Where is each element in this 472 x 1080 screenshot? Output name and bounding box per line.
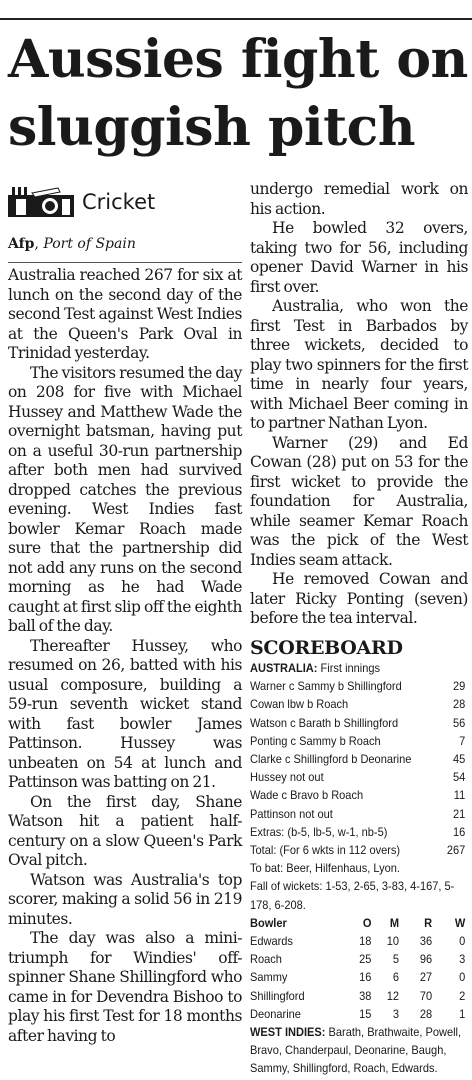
opponent-squad: [250, 1023, 465, 1078]
opponent-team: WEST INDIES:: [250, 1025, 326, 1040]
overs: 38: [359, 988, 372, 1003]
overs: 25: [359, 952, 372, 967]
section-tag: [8, 186, 242, 218]
batsman: Wade c Bravo b Roach: [250, 788, 364, 803]
opponent-players: Barath, Brathwaite, Powell, Bravo, Chanderpaul, Deonarine, Baugh, Sammy, Shillingford, Roach, Edwards.: [250, 1025, 462, 1076]
maidens: 10: [386, 934, 400, 949]
paragraph: Australia reached 267 for six at lunch on the second day of the second Test against West Indies at the Queen's Park Oval in Trinidad yesterday.: [8, 266, 242, 362]
top-rule: [0, 18, 472, 20]
bowling-row: [250, 987, 465, 1005]
bowling-row: [250, 932, 465, 950]
bowler: Deonarine: [250, 1006, 301, 1021]
batsman: Warner c Sammy b Shillingford: [250, 679, 402, 694]
batting-row: [250, 732, 465, 750]
runs: 56: [452, 715, 466, 730]
runs-conceded: 28: [419, 1006, 433, 1021]
article-column-2: [250, 180, 468, 629]
runs: 45: [452, 752, 466, 767]
bowling-header: [250, 914, 465, 932]
runs: 11: [453, 788, 466, 803]
paragraph: Australia, who won the first Test in Barbados by three wickets, decided to play two spinners for the first time in nearly four years, with Michael Beer coming in to partner Nathan Lyon.: [250, 297, 468, 432]
overs-header: O: [362, 915, 372, 930]
column-rule: [8, 262, 242, 263]
total-label: Total: (For 6 wkts in 112 overs): [250, 843, 401, 858]
wickets: 0: [459, 970, 466, 985]
cricket-bat-ball-icon: [8, 187, 76, 217]
batsman: Hussey not out: [250, 770, 324, 785]
batting-row: [250, 695, 465, 713]
wickets: 2: [459, 988, 466, 1003]
scoreboard-title: SCOREBOARD: [250, 637, 403, 659]
overs: 18: [359, 934, 372, 949]
maidens: 12: [386, 988, 400, 1003]
paragraph: Warner (29) and Ed Cowan (28) put on 53 for the first wicket to provide the foundation for Australia, while seamer Kemar Roach was the pick of the West Indies seam attack.: [250, 433, 468, 569]
batting-row: [250, 805, 465, 823]
maidens: 6: [392, 970, 400, 985]
runs-conceded: 70: [419, 988, 433, 1003]
batsman: Clarke c Shillingford b Deonarine: [250, 752, 412, 767]
dateline: Afp, Port of Spain: [8, 236, 136, 252]
paragraph: He bowled 32 overs, taking two for 56, including opener David Warner in his first over.: [250, 219, 468, 296]
innings-label: First innings: [320, 661, 381, 675]
wickets-header: W: [454, 915, 466, 930]
batting-row: [250, 786, 465, 804]
innings-team: AUSTRALIA:: [250, 661, 318, 675]
runs-header: R: [424, 915, 433, 930]
runs: 28: [452, 697, 466, 712]
runs-conceded: 27: [419, 970, 433, 985]
dateline-place: Port of Spain: [43, 236, 136, 252]
paragraph: The visitors resumed the day on 208 for five with Michael Hussey and Matthew Wade the overnight batsman, having put on a useful 30-run partnership after both men had survived dropped catches the previous evening. West Indies fast bowler Kemar Roach made sure that the partnership did not add any runs on the second morning as he had Wade caught at first slip off the eighth ball of the day.: [8, 363, 242, 635]
article-column-1: [8, 266, 242, 1046]
runs-conceded: 96: [419, 952, 433, 967]
overs: 16: [359, 970, 372, 985]
paragraph: undergo remedial work on his action.: [250, 180, 468, 218]
bowler: Shillingford: [250, 988, 305, 1003]
paragraph: The day was also a mini-triumph for Windies' off-spinner Shane Shillingford who came in for Devendra Bishoo to play his first Test for 18 months after having to: [8, 929, 242, 1045]
dateline-agency: Afp: [8, 236, 35, 252]
fall-of-wickets: Fall of wickets: 1-53, 2-65, 3-83, 4-167, 5-178, 6-208.: [250, 879, 455, 912]
batting-row: [250, 714, 465, 732]
overs: 15: [359, 1006, 372, 1021]
wickets: 0: [459, 934, 466, 949]
maidens: 5: [392, 952, 400, 967]
bowler-header: Bowler: [250, 915, 287, 930]
batsman: Watson c Barath b Shillingford: [250, 715, 399, 730]
paragraph: Thereafter Hussey, who resumed on 26, batted with his usual composure, building a 59-run seventh wicket stand with fast bowler James Pattinson. Hussey was unbeaten on 54 at lunch and Pattinson was batting on 21.: [8, 636, 242, 791]
batting-row: [250, 750, 465, 768]
runs: 267: [446, 843, 466, 858]
wickets: 3: [459, 952, 466, 967]
maidens: 3: [392, 1006, 400, 1021]
section-label: Cricket: [82, 190, 156, 214]
paragraph: On the first day, Shane Watson hit a patient half-century on a slow Queen's Park Oval pitch.: [8, 792, 242, 869]
headline: Aussies fight on sluggish pitch: [8, 29, 468, 158]
batsman: Cowan lbw b Roach: [250, 697, 349, 712]
to-bat: To bat: Beer, Hilfenhaus, Lyon.: [250, 861, 400, 876]
scoreboard: [250, 637, 466, 1078]
batsman: Pattinson not out: [250, 806, 333, 821]
bowling-row: [250, 968, 465, 986]
batsman: Ponting c Sammy b Roach: [250, 733, 381, 748]
extras-label: Extras: (b-5, lb-5, w-1, nb-5): [250, 824, 388, 839]
bowling-row: [250, 1005, 465, 1023]
runs: 21: [452, 806, 466, 821]
runs: 16: [452, 824, 466, 839]
bowler: Edwards: [250, 934, 293, 949]
batting-row: [250, 768, 465, 786]
bowler: Roach: [250, 952, 282, 967]
runs: 7: [459, 733, 466, 748]
runs-conceded: 36: [419, 934, 433, 949]
paragraph: He removed Cowan and later Ricky Ponting (seven) before the tea interval.: [250, 570, 468, 627]
innings-heading: [250, 659, 465, 677]
wickets: 1: [459, 1006, 466, 1021]
runs: 54: [452, 770, 466, 785]
total-row: [250, 841, 465, 859]
extras-row: [250, 823, 465, 841]
runs: 29: [452, 679, 466, 694]
paragraph: Watson was Australia's top scorer, making a solid 56 in 219 minutes.: [8, 870, 242, 928]
bowling-row: [250, 950, 465, 968]
batting-row: [250, 677, 465, 695]
maidens-header: M: [389, 915, 400, 930]
bowler: Sammy: [250, 970, 288, 985]
